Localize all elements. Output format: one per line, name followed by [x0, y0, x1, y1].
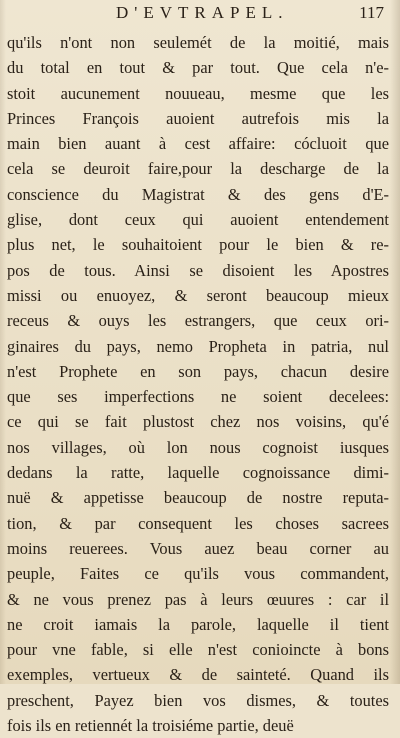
text-line: fois ils en retiennét la troisiéme partie, deuë	[7, 716, 294, 736]
text-line: missi ou enuoyez, & seront beaucoup mieux	[7, 285, 389, 305]
page-number: 117	[359, 3, 384, 22]
text-line: exemples, vertueux & de sainteté. Quand ils	[7, 665, 389, 685]
body-text	[7, 30, 389, 738]
text-line: plus net, le souhaitoient pour le bien & re-	[7, 235, 389, 255]
text-line: pour vne fable, si elle n'est conioincte à bons	[7, 640, 389, 660]
text-line: cela se deuroit faire,pour la descharge de la	[7, 159, 389, 179]
text-line: qu'ils n'ont non seulemét de la moitié, mais	[7, 33, 389, 52]
text-line: que ses imperfections ne soient decelees:	[7, 387, 389, 407]
text-line: pos de tous. Ainsi se disoient les Apostres	[7, 260, 389, 280]
text-line: glise, dont ceux qui auoient entendement	[7, 210, 389, 230]
text-line: preschent, Payez bien vos dismes, & toutes	[7, 690, 389, 710]
running-head: D'EVTRAPEL.	[116, 3, 289, 22]
text-line: stoit aucunement nouueau, mesme que les	[7, 83, 389, 103]
text-line: conscience du Magistrat & des gens d'E-	[7, 184, 389, 204]
text-line: main bien auant à cest affaire: cócluoit que	[7, 134, 389, 154]
text-line: ne croit iamais la parole, laquelle il tient	[7, 614, 389, 634]
page-gutter-shadow	[0, 0, 6, 684]
text-line: peuple, Faites ce qu'ils vous commandent,	[7, 564, 389, 584]
text-line: moins reuerees. Vous auez beau corner au	[7, 538, 389, 558]
text-line: & ne vous prenez pas à leurs œuures : car il	[7, 589, 389, 609]
text-line: dedans la ratte, laquelle cognoissance dimi-	[7, 463, 389, 483]
page-header	[0, 2, 400, 26]
text-line: nuë & appetisse beaucoup de nostre reputa-	[7, 488, 389, 508]
page-edge-shadow	[390, 0, 400, 684]
text-line: Princes François auoient autrefois mis la	[7, 108, 389, 128]
text-line: ginaires du pays, nemo Propheta in patria, nul	[7, 336, 389, 356]
text-line: du total en tout & par tout. Que cela n'e-	[7, 58, 389, 78]
text-line: ce qui se fait plustost chez nos voisins, qu'é	[7, 412, 389, 432]
text-line: receus & ouys les estrangers, que ceux ori-	[7, 311, 389, 331]
text-line: n'est Prophete en son pays, chacun desire	[7, 361, 389, 381]
text-line: tion, & par consequent les choses sacrees	[7, 513, 389, 533]
text-line: nos villages, où lon nous cognoist iusques	[7, 437, 389, 457]
